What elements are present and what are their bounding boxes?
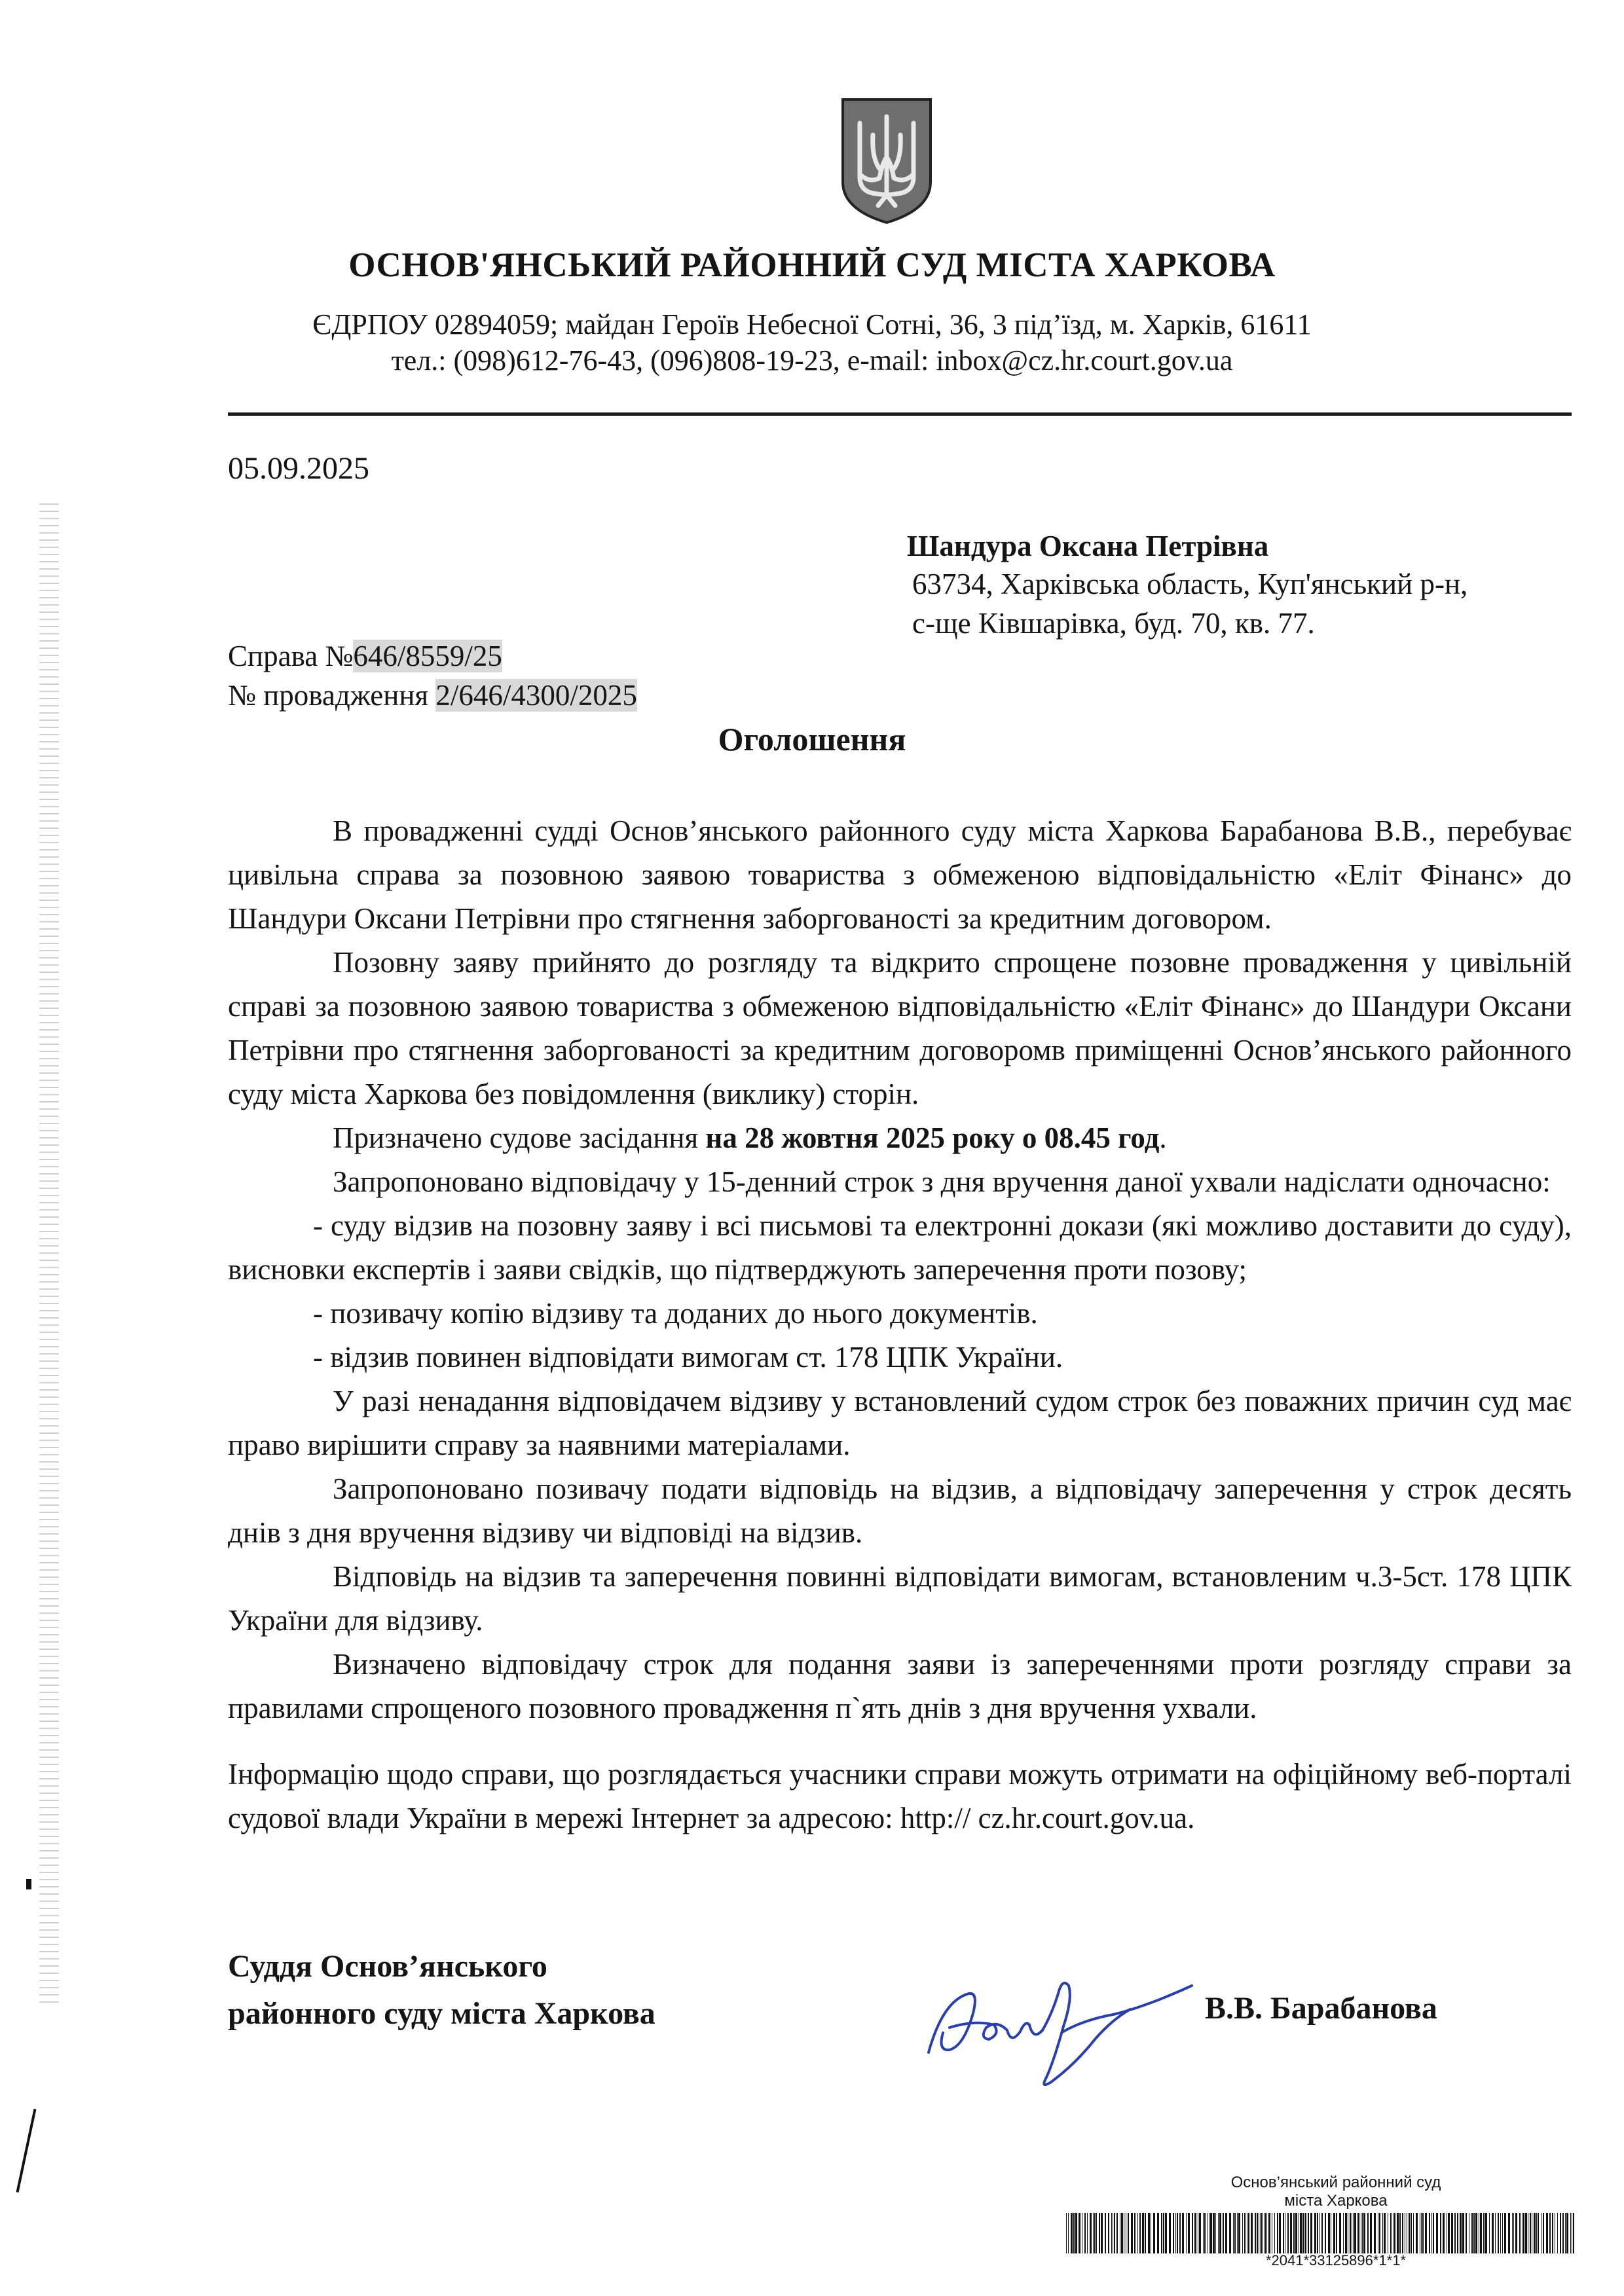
barcode-bar — [1121, 2213, 1123, 2253]
barcode-bar — [1223, 2213, 1224, 2253]
barcode — [1066, 2213, 1577, 2253]
barcode-bar — [1161, 2213, 1162, 2253]
proceeding-label: № провадження — [228, 679, 436, 712]
barcode-bar — [1382, 2213, 1383, 2253]
barcode-bar — [1108, 2213, 1109, 2253]
barcode-bar — [1084, 2213, 1086, 2253]
hearing-date: на 28 жовтня 2025 року о 08.45 год — [705, 1121, 1160, 1154]
case-number: 646/8559/25 — [353, 640, 502, 672]
hearing-paragraph — [228, 1116, 1572, 1160]
barcode-bar — [1353, 2213, 1354, 2253]
barcode-bar — [1462, 2213, 1464, 2253]
barcode-bar — [1194, 2213, 1196, 2253]
body-paragraph: Позовну заяву прийнято до розгляду та відкрито спрощене позовне провадження у цивільній справі за позовною заявою товариства з обмеженою відповідальністю «Еліт Фінанс» до Шандури Оксани Петрівни про стягнення заборгованості за кредитним договоромв приміщенні Основ’янського районного суду міста Харкова без повідомлення (виклику) сторін. — [228, 946, 1572, 1110]
court-name: ОСНОВ'ЯНСЬКИЙ РАЙОННИЙ СУД МІСТА ХАРКОВА — [348, 246, 1276, 284]
info-paragraph: Інформацію щодо справи, що розглядається учасники справи можуть отримати на офіційному веб-порталі судової влади України в мережі Інтернет за адресою: http:// cz.hr.court.gov.ua. — [228, 1758, 1572, 1834]
barcode-bar — [1425, 2213, 1427, 2253]
barcode-bar — [1225, 2213, 1227, 2253]
barcode-bar — [1157, 2213, 1159, 2253]
barcode-bar — [1219, 2213, 1221, 2253]
judge-position-line: Суддя Основ’янського — [228, 1949, 547, 1984]
barcode-bar — [1137, 2213, 1138, 2253]
handwritten-signature — [923, 1954, 1198, 2092]
barcode-bar — [1460, 2213, 1462, 2253]
document-date: 05.09.2025 — [228, 451, 369, 486]
barcode-bar — [1362, 2213, 1363, 2253]
barcode-bar — [1186, 2213, 1187, 2253]
barcode-bar — [1512, 2213, 1513, 2253]
barcode-bar — [1116, 2213, 1118, 2253]
barcode-bar — [1357, 2213, 1359, 2253]
barcode-bar — [1277, 2213, 1278, 2253]
barcode-bar — [1422, 2213, 1424, 2253]
barcode-bar — [1343, 2213, 1344, 2253]
barcode-bar — [1480, 2213, 1482, 2253]
barcode-bar — [1321, 2213, 1323, 2253]
barcode-bar — [1440, 2213, 1441, 2253]
barcode-bar — [1367, 2213, 1369, 2253]
barcode-bar — [1173, 2213, 1174, 2253]
court-address: ЄДРПОУ 02894059; майдан Героїв Небесної Сотні, 36, 3 під’їзд, м. Харків, 61611 — [312, 308, 1312, 340]
barcode-bar — [1500, 2213, 1501, 2253]
barcode-bar — [1305, 2213, 1306, 2253]
barcode-bar — [1148, 2213, 1150, 2253]
barcode-bar — [1274, 2213, 1275, 2253]
barcode-bar — [1562, 2213, 1564, 2253]
barcode-bar — [1566, 2213, 1568, 2253]
barcode-number: *2041*33125896*1*1* — [1265, 2252, 1407, 2269]
recipient-address-line: 63734, Харківська область, Куп'янський р-н, — [912, 568, 1468, 600]
barcode-bar — [1302, 2213, 1304, 2253]
barcode-bar — [1317, 2213, 1318, 2253]
barcode-bar — [1139, 2213, 1141, 2253]
barcode-bar — [1413, 2213, 1414, 2253]
barcode-bar — [1345, 2213, 1347, 2253]
scan-mark — [16, 2109, 37, 2193]
barcode-bar — [1199, 2213, 1201, 2253]
barcode-bar — [1436, 2213, 1438, 2253]
barcode-bar — [1268, 2213, 1270, 2253]
barcode-bar — [1204, 2213, 1206, 2253]
announcement-body — [228, 809, 1572, 1840]
body-list-item: - суду відзив на позовну заяву і всі письмові та електронні докази (які можливо доставити до суду), висновки експертів і заяви свідків, що підтверджують заперечення проти позову; — [228, 1209, 1572, 1286]
body-paragraph: В провадженні судді Основ’янського районного суду міста Харкова Барабанова В.В., перебуває цивільна справа за позовною заявою товариства з обмеженою відповідальністю «Еліт Фінанс» до Шандури Оксани Петрівни про стягнення заборгованості за кредитним договором. — [228, 814, 1572, 935]
judge-name: В.В. Барабанова — [1205, 1991, 1437, 2026]
barcode-bar — [1489, 2213, 1490, 2253]
barcode-bar — [1215, 2213, 1216, 2253]
case-number-line — [228, 639, 502, 673]
barcode-bar — [1073, 2213, 1075, 2253]
barcode-bar — [1549, 2213, 1551, 2253]
body-paragraph: У разі ненадання відповідачем відзиву у встановлений судом строк без поважних причин суд має право вирішити справу за наявними матеріалами. — [228, 1385, 1572, 1461]
barcode-bar — [1114, 2213, 1115, 2253]
recipient-address-line: с-ще Ківшарівка, буд. 70, кв. 77. — [912, 607, 1315, 640]
barcode-bar — [1260, 2213, 1261, 2253]
barcode-bar — [1536, 2213, 1537, 2253]
barcode-bar — [1279, 2213, 1281, 2253]
barcode-bar — [1238, 2213, 1240, 2253]
barcode-bar — [1333, 2213, 1335, 2253]
barcode-bar — [1093, 2213, 1094, 2253]
barcode-bar — [1515, 2213, 1517, 2253]
barcode-bar — [1354, 2213, 1356, 2253]
body-paragraph: Відповідь на відзив та заперечення повинні відповідати вимогам, встановленим ч.3-5ст. 178 ЦПК України для відзиву. — [228, 1560, 1572, 1637]
barcode-bar — [1287, 2213, 1289, 2253]
barcode-bar — [1242, 2213, 1243, 2253]
barcode-bar — [1068, 2213, 1069, 2253]
barcode-bar — [1483, 2213, 1485, 2253]
barcode-bar — [1310, 2213, 1312, 2253]
barcode-bar — [1328, 2213, 1330, 2253]
barcode-bar — [1433, 2213, 1434, 2253]
barcode-bar — [1075, 2213, 1077, 2253]
trident-coat-of-arms-icon — [840, 97, 933, 225]
court-contacts: тел.: (098)612-76-43, (096)808-19-23, e-mail: inbox@cz.hr.court.gov.ua — [391, 344, 1233, 376]
barcode-bar — [1066, 2213, 1067, 2253]
barcode-bar — [1251, 2213, 1253, 2253]
barcode-bar — [1153, 2213, 1155, 2253]
barcode-bar — [1325, 2213, 1326, 2253]
barcode-bar — [1210, 2213, 1212, 2253]
barcode-bar — [1090, 2213, 1092, 2253]
barcode-bar — [1192, 2213, 1193, 2253]
barcode-bar — [1248, 2213, 1249, 2253]
barcode-bar — [1573, 2213, 1574, 2253]
body-paragraph: Запропоновано відповідачу у 15-денний строк з дня вручення даної ухвали надіслати одночасно: — [333, 1165, 1551, 1198]
barcode-bar — [1504, 2213, 1506, 2253]
barcode-bar — [1379, 2213, 1380, 2253]
body-list-item: - позивачу копію відзиву та доданих до нього документів. — [313, 1297, 1038, 1330]
barcode-bar — [1451, 2213, 1453, 2253]
barcode-bar — [1475, 2213, 1477, 2253]
barcode-bar — [1218, 2213, 1219, 2253]
barcode-bar — [1163, 2213, 1164, 2253]
barcode-bar — [1397, 2213, 1399, 2253]
judge-position-line: районного суду міста Харкова — [228, 1996, 655, 2031]
barcode-bar — [1314, 2213, 1316, 2253]
barcode-bar — [1350, 2213, 1351, 2253]
judge-position — [228, 1943, 655, 2037]
barcode-bar — [1557, 2213, 1558, 2253]
barcode-bar — [1466, 2213, 1467, 2253]
barcode-bar — [1565, 2213, 1566, 2253]
barcode-bar — [1257, 2213, 1258, 2253]
barcode-bar — [1519, 2213, 1521, 2253]
barcode-bar — [1495, 2213, 1496, 2253]
barcode-bar — [1402, 2213, 1403, 2253]
body-paragraph: Визначено відповідачу строк для подання заяви із запереченнями проти розгляду справи за правилами спрощеного позовного провадження п`ять днів з дня вручення ухвали. — [228, 1648, 1572, 1724]
proceeding-number: 2/646/4300/2025 — [435, 679, 637, 712]
barcode-bar — [1094, 2213, 1096, 2253]
barcode-bar — [1443, 2213, 1445, 2253]
barcode-bar — [1175, 2213, 1176, 2253]
barcode-bar — [1522, 2213, 1524, 2253]
barcode-bar — [1374, 2213, 1376, 2253]
barcode-bar — [1308, 2213, 1309, 2253]
barcode-bar — [1538, 2213, 1539, 2253]
barcode-bar — [1370, 2213, 1372, 2253]
barcode-bar — [1233, 2213, 1234, 2253]
barcode-bar — [1411, 2213, 1412, 2253]
header-divider — [228, 412, 1572, 416]
barcode-bar — [1234, 2213, 1236, 2253]
scan-mark — [26, 1879, 31, 1889]
barcode-bar — [1096, 2213, 1097, 2253]
barcode-bar — [1471, 2213, 1473, 2253]
barcode-bar — [1111, 2213, 1112, 2253]
barcode-bar — [1179, 2213, 1181, 2253]
barcode-bar — [1409, 2213, 1410, 2253]
barcode-bar — [1203, 2213, 1204, 2253]
barcode-bar — [1283, 2213, 1284, 2253]
barcode-bar — [1502, 2213, 1503, 2253]
barcode-bar — [1182, 2213, 1184, 2253]
barcode-bar — [1134, 2213, 1135, 2253]
barcode-bar — [1131, 2213, 1133, 2253]
barcode-bar — [1105, 2213, 1106, 2253]
barcode-bar — [1485, 2213, 1487, 2253]
barcode-bar — [1087, 2213, 1088, 2253]
barcode-bar — [1508, 2213, 1510, 2253]
barcode-bar — [1394, 2213, 1395, 2253]
barcode-bar — [1255, 2213, 1256, 2253]
barcode-bar — [1266, 2213, 1267, 2253]
body-paragraph: Запропоновано позивачу подати відповідь на відзив, а відповідачу заперечення у строк десять днів з дня вручення відзиву чи відповіді на відзив. — [228, 1472, 1572, 1549]
recipient-name: Шандура Оксана Петрівна — [907, 530, 1269, 562]
barcode-bar — [1492, 2213, 1494, 2253]
barcode-bar — [1560, 2213, 1561, 2253]
hearing-text-end: . — [1159, 1121, 1167, 1154]
barcode-bar — [1416, 2213, 1418, 2253]
barcode-bar — [1552, 2213, 1553, 2253]
barcode-bar — [1213, 2213, 1215, 2253]
proceeding-number-line — [228, 678, 637, 712]
barcode-label: міста Харкова — [1284, 2192, 1388, 2210]
case-label: Справа № — [228, 640, 354, 672]
barcode-bar — [1399, 2213, 1401, 2253]
barcode-bar — [1513, 2213, 1514, 2253]
barcode-bar — [1454, 2213, 1456, 2253]
barcode-bar — [1079, 2213, 1080, 2253]
barcode-bar — [1498, 2213, 1499, 2253]
barcode-bar — [1165, 2213, 1167, 2253]
barcode-bar — [1546, 2213, 1548, 2253]
barcode-bar — [1264, 2213, 1266, 2253]
barcode-bar — [1300, 2213, 1302, 2253]
barcode-bar — [1339, 2213, 1341, 2253]
barcode-label: Основ’янський районний суд — [1230, 2174, 1441, 2191]
barcode-bar — [1431, 2213, 1432, 2253]
barcode-bar — [1188, 2213, 1190, 2253]
barcode-bar — [1142, 2213, 1144, 2253]
barcode-bar — [1293, 2213, 1295, 2253]
barcode-bar — [1128, 2213, 1129, 2253]
hearing-text: Призначено судове засідання — [333, 1121, 706, 1154]
barcode-bar — [1473, 2213, 1475, 2253]
barcode-bar — [1229, 2213, 1231, 2253]
barcode-bar — [1448, 2213, 1450, 2253]
barcode-bar — [1099, 2213, 1100, 2253]
barcode-bar — [1169, 2213, 1171, 2253]
barcode-bar — [1421, 2213, 1422, 2253]
barcode-bar — [1071, 2213, 1073, 2253]
barcode-bar — [1534, 2213, 1536, 2253]
barcode-bar — [1101, 2213, 1103, 2253]
barcode-bar — [1295, 2213, 1297, 2253]
barcode-bar — [1543, 2213, 1544, 2253]
barcode-bar — [1390, 2213, 1392, 2253]
body-list-item: - відзив повинен відповідати вимогам ст. 178 ЦПК України. — [313, 1341, 1063, 1374]
barcode-bar — [1363, 2213, 1365, 2253]
barcode-bar — [1177, 2213, 1178, 2253]
barcode-bar — [1429, 2213, 1430, 2253]
barcode-bar — [1384, 2213, 1386, 2253]
barcode-bar — [1261, 2213, 1263, 2253]
barcode-bar — [1530, 2213, 1531, 2253]
barcode-bar — [1570, 2213, 1571, 2253]
barcode-bar — [1457, 2213, 1458, 2253]
barcode-bar — [1525, 2213, 1527, 2253]
document-title: Оголошення — [718, 721, 906, 757]
barcode-bar — [1237, 2213, 1238, 2253]
barcode-bar — [1290, 2213, 1292, 2253]
barcode-bar — [1145, 2213, 1146, 2253]
barcode-bar — [1244, 2213, 1246, 2253]
barcode-bar — [1336, 2213, 1337, 2253]
